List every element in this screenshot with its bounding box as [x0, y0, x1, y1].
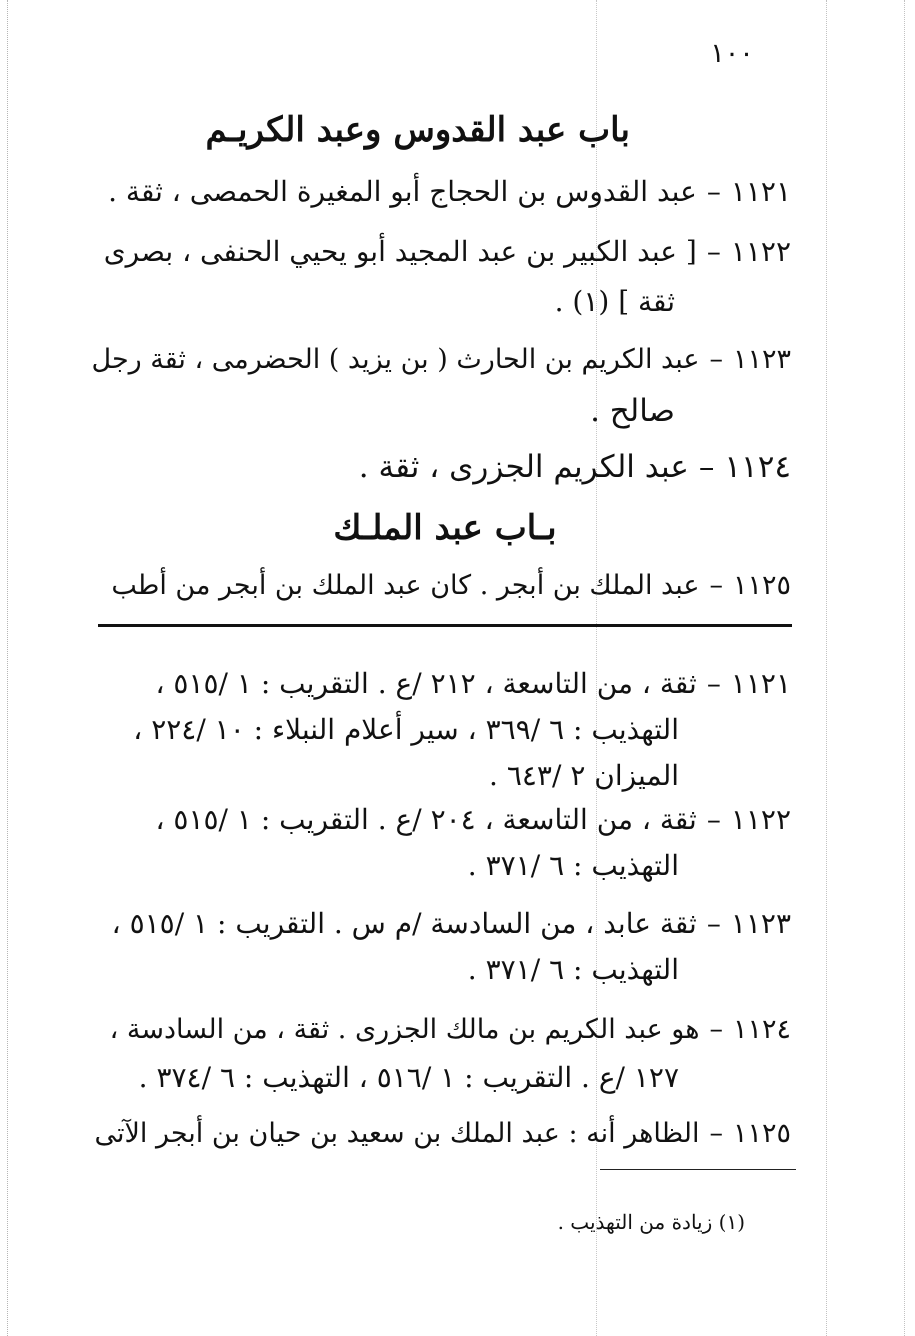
entry-1122-continuation: ثقة ] (١) . [554, 285, 675, 318]
entry-text: [ عبد الكبير بن عبد المجيد أبو يحيي الحنفى ، بصرى [103, 235, 697, 268]
entry-number: ١١٢١ [730, 175, 791, 208]
scan-dotted-line [7, 0, 8, 1336]
note-dash: – [709, 1014, 723, 1045]
entry-dash: – [706, 235, 721, 268]
entry-dash: – [698, 449, 715, 485]
entry-text: عبد الكريم الجزرى ، ثقة . [358, 449, 689, 485]
entry-number: ١١٢٥ [732, 570, 791, 601]
entry-1122 [103, 235, 791, 268]
note-text: هو عبد الكريم بن مالك الجزرى . ثقة ، من السادسة ، [109, 1014, 700, 1045]
entry-text: عبد الكريم بن الحارث ( بن يزيد ) الحضرمى ، ثقة رجل [91, 344, 700, 375]
scan-dotted-line [826, 0, 827, 1336]
note-number: ١١٢٣ [730, 907, 791, 940]
entry-text: عبد الملك بن أبجر . كان عبد الملك بن أبجر من أطب [111, 570, 700, 601]
section-heading-abd-al-malik: بـاب عبد الملـك [333, 508, 557, 548]
entry-1123-continuation: صالح . [590, 393, 675, 429]
note-number: ١١٢٥ [732, 1118, 791, 1149]
note-text: ثقة ، من التاسعة ، ٢١٢ /ع . التقريب : ١ /٥١٥ ، [155, 667, 697, 700]
notes-separator-rule [98, 624, 792, 627]
section-heading-abd-al-quddus: باب عبد القدوس وعبد الكريـم [205, 110, 630, 150]
note-number: ١١٢١ [730, 667, 791, 700]
entry-number: ١١٢٢ [730, 235, 791, 268]
note-1121 [155, 667, 791, 700]
note-1122 [155, 803, 791, 836]
note-text: الظاهر أنه : عبد الملك بن سعيد بن حيان بن أبجر الآتى [94, 1118, 700, 1149]
note-1125 [94, 1120, 791, 1147]
note-text: ثقة عابد ، من السادسة /م س . التقريب : ١ /٥١٥ ، [111, 907, 697, 940]
note-dash: – [706, 803, 721, 836]
note-1121-line3: الميزان ٢ /٦٤٣ . [489, 759, 679, 792]
note-1124 [110, 1016, 791, 1043]
note-dash: – [706, 907, 721, 940]
scan-dotted-line [904, 0, 905, 1336]
note-dash: – [706, 667, 721, 700]
entry-1125 [111, 572, 791, 599]
entry-dash: – [709, 570, 723, 601]
entry-text: عبد القدوس بن الحجاج أبو المغيرة الحمصى ، ثقة . [108, 175, 697, 208]
entry-1124 [358, 449, 791, 485]
note-text: ثقة ، من التاسعة ، ٢٠٤ /ع . التقريب : ١ /٥١٥ ، [155, 803, 697, 836]
page-number: ١٠٠ [710, 38, 754, 69]
note-1123 [111, 907, 791, 940]
note-dash: – [709, 1118, 723, 1149]
note-number: ١١٢٤ [732, 1014, 791, 1045]
entry-dash: – [706, 175, 721, 208]
entry-1123 [92, 346, 792, 373]
entry-1121 [108, 175, 791, 208]
note-1124-line2: ١٢٧ /ع . التقريب : ١ /٥١٦ ، التهذيب : ٦ /٣٧٤ . [138, 1061, 679, 1094]
footnote-separator-rule [600, 1169, 796, 1170]
note-1122-line2: التهذيب : ٦ /٣٧١ . [467, 849, 679, 882]
note-1123-line2: التهذيب : ٦ /٣٧١ . [467, 953, 679, 986]
entry-number: ١١٢٣ [732, 344, 791, 375]
footnote: (١) زيادة من التهذيب . [557, 1210, 745, 1234]
entry-number: ١١٢٤ [724, 449, 791, 485]
note-1121-line2: التهذيب : ٦ /٣٦٩ ، سير أعلام النبلاء : ١٠ /٢٢٤ ، [133, 713, 679, 746]
note-number: ١١٢٢ [730, 803, 791, 836]
entry-dash: – [709, 344, 723, 375]
